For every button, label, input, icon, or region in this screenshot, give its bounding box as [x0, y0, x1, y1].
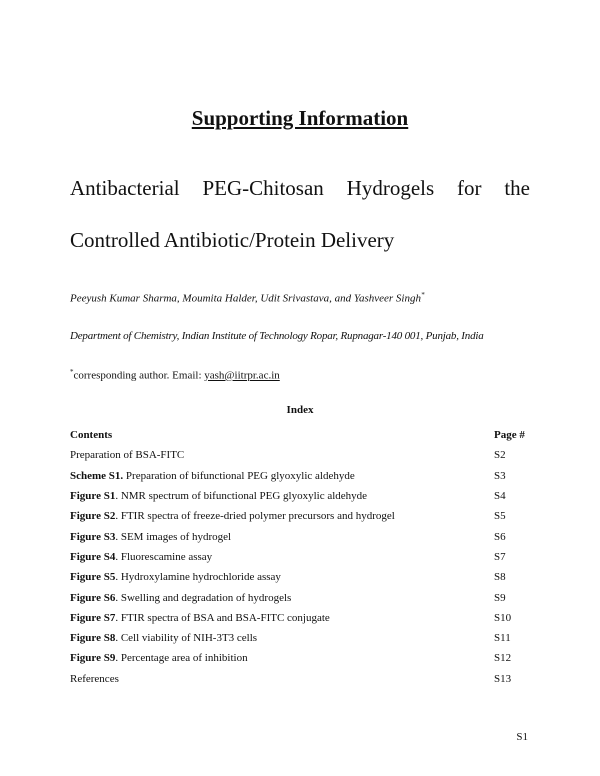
toc-row: [70, 547, 540, 567]
toc-entry-page: S8: [494, 571, 506, 584]
affiliation: Department of Chemistry, Indian Institute of Technology Ropar, Rupnagar-140 001, Punjab, India: [70, 330, 484, 342]
toc-entry-text: . Cell viability of NIH-3T3 cells: [115, 632, 258, 645]
toc-entry-label: Figure S5: [70, 571, 116, 584]
toc-entry-text: . FTIR spectra of BSA and BSA-FITC conjugate: [115, 611, 330, 624]
author-list: [70, 291, 424, 305]
toc-row: [70, 526, 540, 546]
toc-entry-page: S5: [494, 510, 506, 523]
toc-entry: [70, 531, 231, 543]
toc-entry-text: Preparation of BSA-FITC: [70, 449, 185, 462]
toc-row: [70, 628, 540, 648]
toc-entry-page: S3: [494, 469, 506, 482]
toc-entry-text: . NMR spectrum of bifunctional PEG glyoxylic aldehyde: [115, 490, 368, 503]
toc-entry: [70, 632, 257, 644]
toc-entry: [70, 592, 291, 604]
toc-entry-page: S7: [494, 550, 506, 563]
toc-row: [70, 445, 540, 465]
toc-entry-page: S13: [494, 672, 512, 685]
title-word: Hydrogels: [346, 176, 435, 200]
toc-entry-label: Figure S2: [70, 510, 116, 523]
toc-row: [70, 486, 540, 506]
toc-entry-text: References: [70, 672, 119, 685]
toc-entry-label: Figure S6: [70, 591, 116, 604]
title-word: PEG-Chitosan: [202, 176, 324, 200]
toc-entry-label: Figure S8: [70, 632, 116, 645]
toc-entry-label: Figure S3: [70, 530, 116, 543]
toc-entry-label: Scheme S1.: [70, 469, 124, 482]
toc-entry-page: S4: [494, 490, 506, 503]
toc-entry-text: Preparation of bifunctional PEG glyoxylic aldehyde: [123, 469, 355, 482]
toc-entry-page: S2: [494, 449, 506, 462]
toc-entry-page: S6: [494, 530, 506, 543]
page-header: Page #: [494, 429, 525, 442]
toc-entry: [70, 652, 248, 664]
toc-entry: [70, 449, 184, 461]
toc-entry-label: Figure S1: [70, 490, 116, 503]
toc-entry: [70, 571, 281, 583]
toc-entry-page: S12: [494, 652, 512, 665]
table-of-contents: [70, 425, 540, 689]
toc-entry: [70, 490, 367, 502]
contents-header: Contents: [70, 429, 113, 442]
toc-entry: [70, 612, 330, 624]
toc-entry: [70, 510, 395, 522]
toc-header-row: [70, 425, 540, 445]
toc-entry-text: . SEM images of hydrogel: [115, 530, 232, 543]
corresponding-text: corresponding author. Email:: [73, 369, 205, 382]
paper-title-line-1: [70, 176, 530, 201]
toc-entry-text: . Hydroxylamine hydrochloride assay: [115, 571, 281, 584]
title-word: Antibacterial: [70, 176, 180, 200]
index-title: Index: [286, 404, 314, 416]
toc-entry-text: . Swelling and degradation of hydrogels: [115, 591, 292, 604]
toc-entry-page: S10: [494, 611, 512, 624]
title-word: the: [504, 176, 530, 200]
toc-entry: [70, 470, 355, 482]
toc-entry-label: Figure S4: [70, 550, 116, 563]
toc-entry-text: . Fluorescamine assay: [115, 550, 213, 563]
toc-entry-label: Figure S9: [70, 652, 116, 665]
toc-row: [70, 506, 540, 526]
toc-entry-label: Figure S7: [70, 611, 116, 624]
corresponding-author-note: [70, 368, 280, 382]
toc-row: [70, 567, 540, 587]
toc-entry-text: . Percentage area of inhibition: [115, 652, 248, 665]
toc-entry-page: S9: [494, 591, 506, 604]
toc-entry: [70, 551, 212, 563]
toc-entry-text: . FTIR spectra of freeze-dried polymer precursors and hydrogel: [115, 510, 395, 523]
email-link[interactable]: yash@iitrpr.ac.in: [204, 369, 280, 382]
toc-row: [70, 608, 540, 628]
toc-entry-page: S11: [494, 632, 511, 645]
toc-row: [70, 648, 540, 668]
supporting-information-heading: Supporting Information: [191, 106, 409, 130]
toc-row: [70, 466, 540, 486]
corresponding-mark: *: [70, 368, 74, 376]
page-number: S1: [516, 731, 528, 743]
title-word: for: [457, 176, 482, 200]
toc-entry: [70, 673, 119, 685]
paper-title-line-2: Controlled Antibiotic/Protein Delivery: [70, 228, 395, 252]
toc-row: [70, 669, 540, 689]
authors-text: Peeyush Kumar Sharma, Moumita Halder, Udit Srivastava, and Yashveer Singh: [70, 292, 421, 305]
toc-row: [70, 587, 540, 607]
corresponding-mark: *: [420, 291, 425, 299]
